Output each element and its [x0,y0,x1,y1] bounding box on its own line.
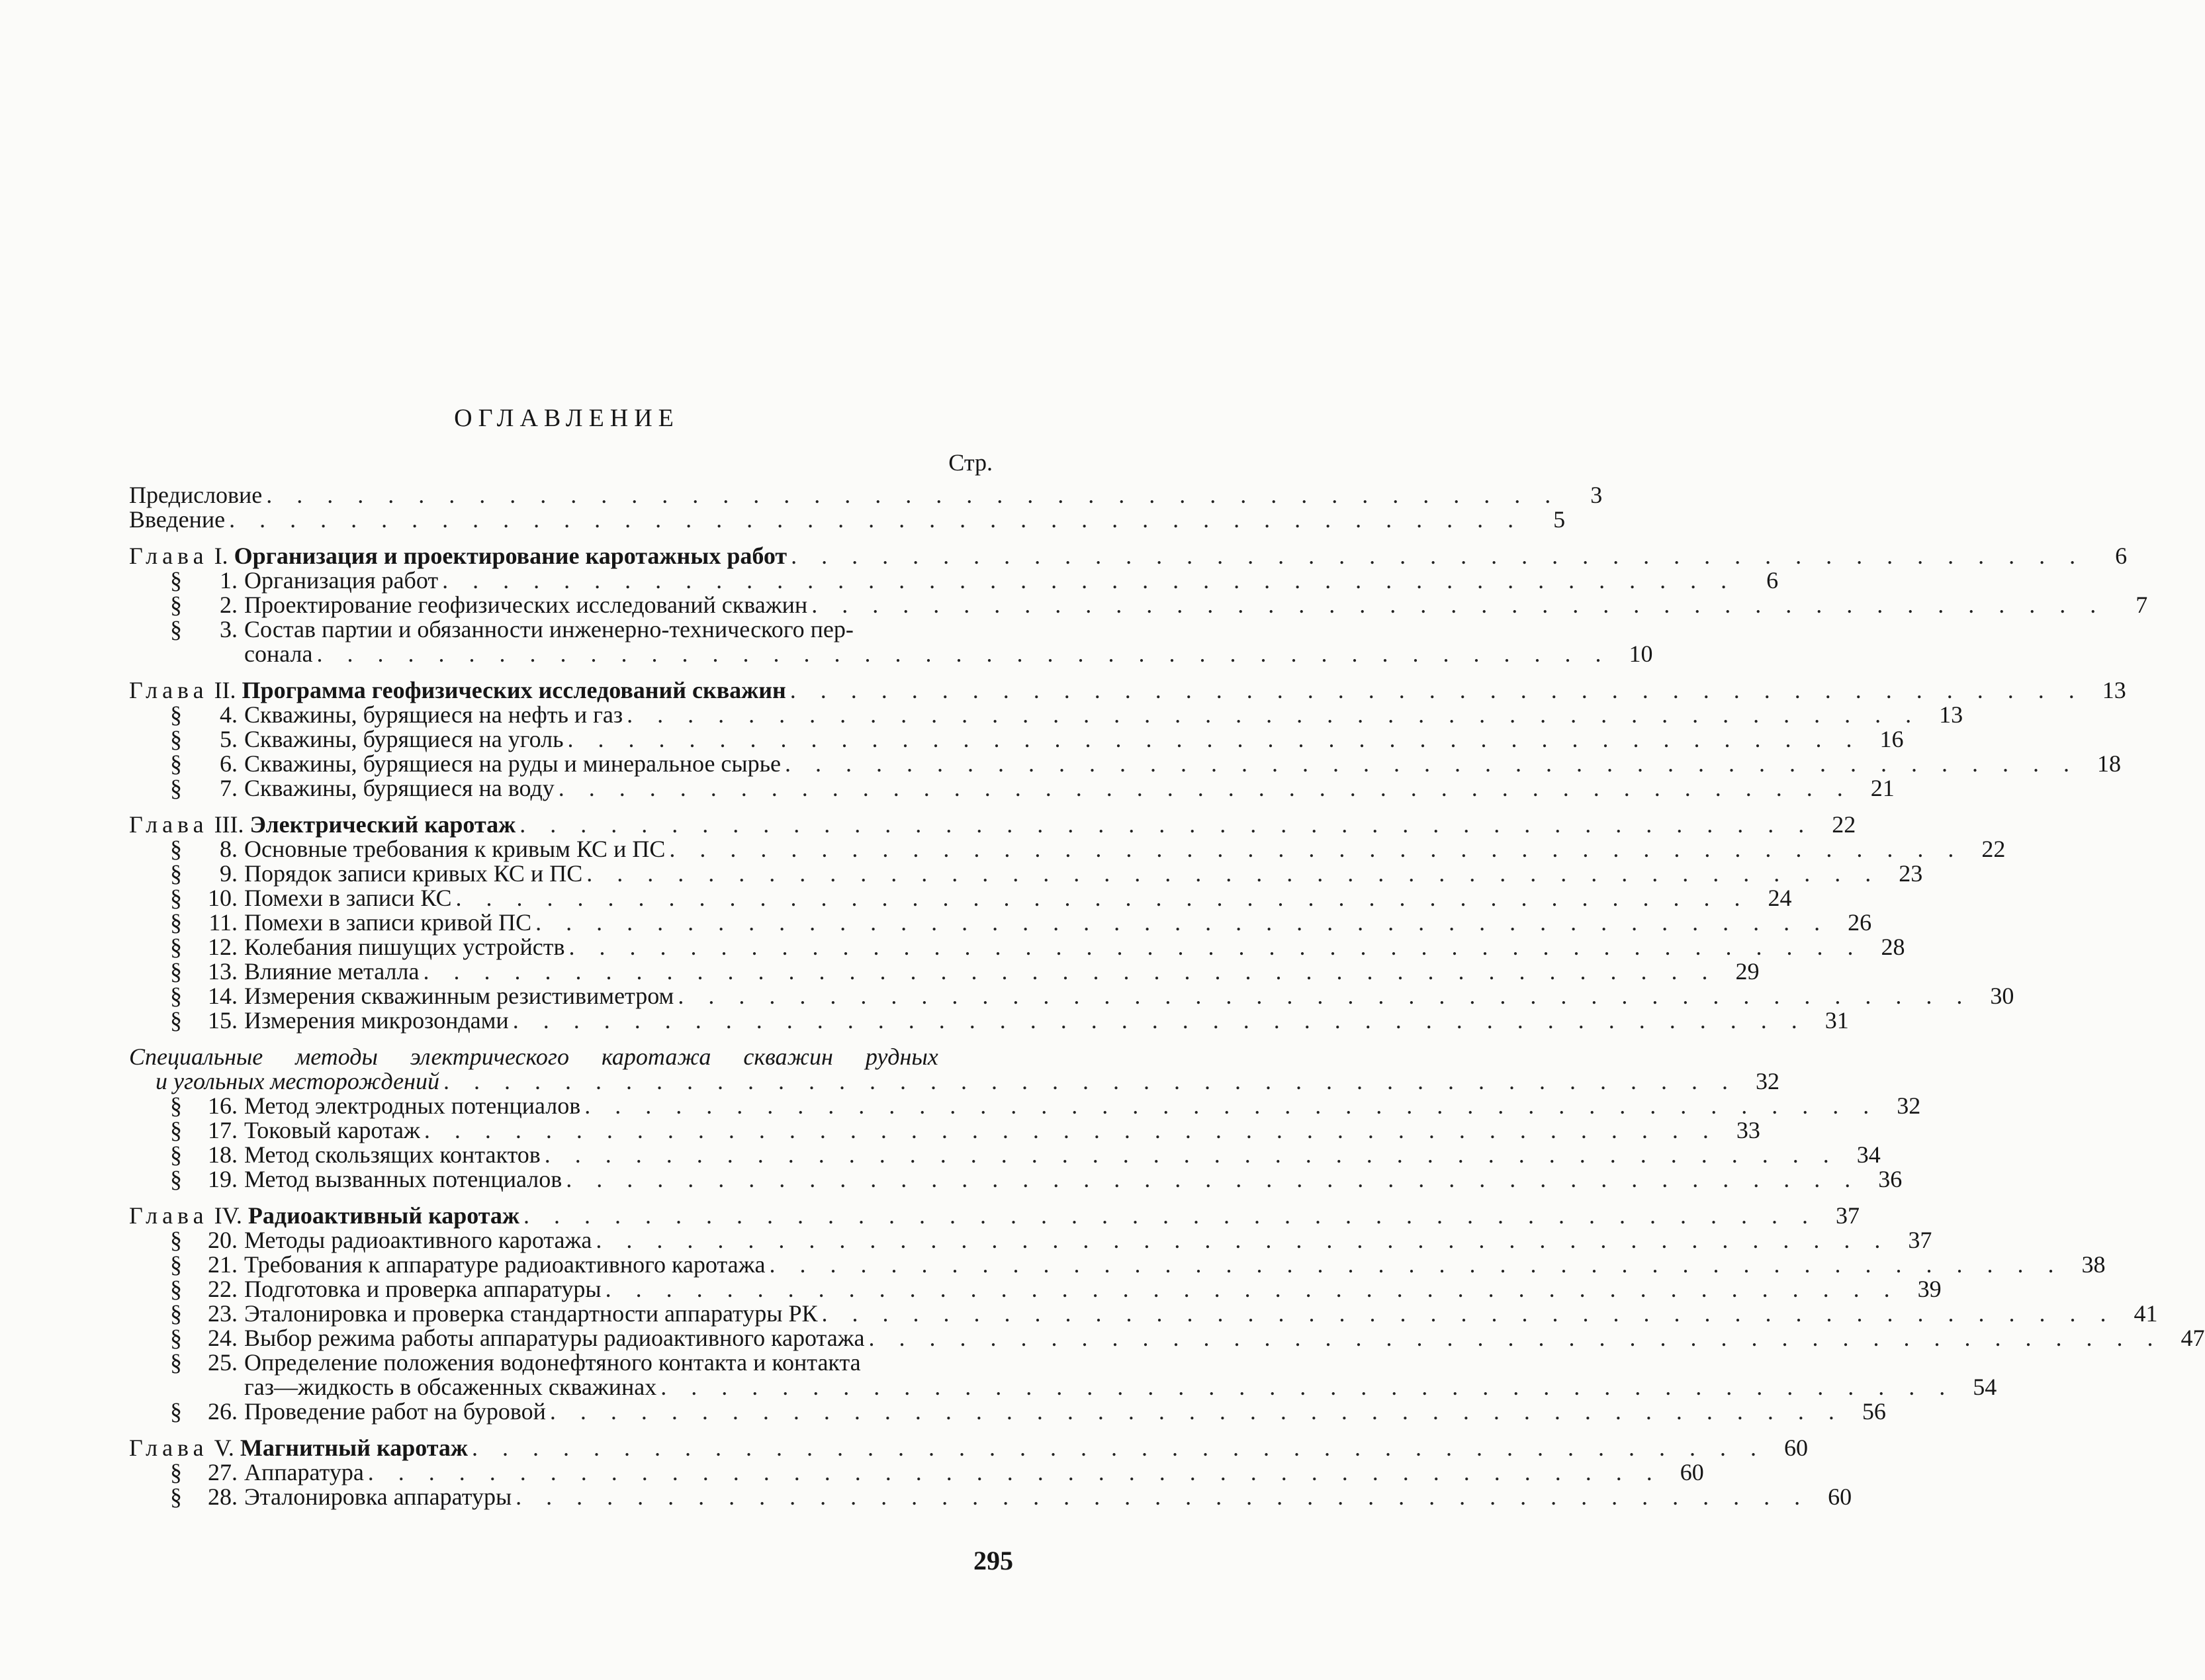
chapter-heading [129,1436,468,1460]
section-sign-icon: § [170,567,182,594]
section-number: 1. [220,567,238,594]
chapter-title: Магнитный каротаж [240,1435,468,1461]
dot-leader: . . . . . . . . . . . . . . . . . . . . . . . . . . . . . . . . . . . . . . . . . . . [443,1068,1737,1094]
section-number: 11. [208,909,238,936]
section-number: 26. [208,1398,238,1425]
section-entry [129,1143,541,1167]
dot-leader: . . . . . . . . . . . . . . . . . . . . . . . . . . . . . . . . . . . . . . . . . . . [567,726,1862,752]
section-entry [129,837,665,862]
section-number: 6. [220,750,238,777]
chapter-heading [129,813,516,837]
dot-leader: . . . . . . . . . . . . . . . . . . . . . . . . . . . . . . . . . . . . . . . . . . . [586,860,1881,887]
chapter-word: Глава [129,677,208,703]
chapter-heading [129,544,787,568]
dot-leader: . . . . . . . . . . . . . . . . . . . . . . . . . . . . . . . . . . . . . . . . . . . [512,1007,1807,1034]
section-sign-icon: § [170,726,182,752]
toc-chapter-row [129,543,2128,569]
chapter-number: II. [214,677,236,703]
section-sign-icon: § [170,1325,182,1351]
toc-entry-row [129,1325,2205,1351]
section-title: Скважины, бурящиеся на воду [244,775,555,801]
section-number: 16. [208,1092,238,1119]
toc-page-number: 47 [2181,1325,2205,1351]
section-sign-icon: § [170,1459,182,1485]
section-sign-icon: § [170,616,182,642]
section-number: 5. [220,726,238,752]
toc-entry-row [129,1374,1997,1400]
toc-page-number: 7 [2136,592,2148,618]
toc-page-number: 22 [1832,811,1856,838]
toc-page-number: 32 [1755,1068,1779,1094]
toc-entry-row [129,1166,1903,1192]
dot-leader: . . . . . . . . . . . . . . . . . . . . . . . . . . . . . . . . . . . . . . . . . . . [821,1300,2116,1327]
dot-leader: . . . . . . . . . . . . . . . . . . . . . . . . . . . . . . . . . . . . . . . . . . . [627,701,1921,728]
page-number: 295 [973,1546,1013,1575]
page-column-label: Стр. [948,449,993,476]
toc-entry-row [129,775,1895,801]
section-title: Определение положения водонефтяного контакта и контакта [244,1349,861,1376]
chapter-word: Глава [129,811,208,838]
dot-leader: . . . . . . . . . . . . . . . . . . . . . . . . . . . . . . . . . . . . . . . . . . . [769,1251,2063,1278]
toc-entry-row [129,909,1872,936]
dot-leader: . . . . . . . . . . . . . . . . . . . . . . . . . . . . . . . . . . . . . . . . . . . [423,958,1717,985]
dot-leader: . . . . . . . . . . . . . . . . . . . . . . . . . . . . . . . . . . . . . . . . . . . [549,1398,1844,1425]
section-sign-icon: § [170,1276,182,1302]
section-number: 21. [208,1251,238,1278]
section-entry [129,1167,562,1192]
toc-page-number: 30 [1990,983,2014,1009]
dot-leader: . . . . . . . . . . . . . . . . . . . . . . . . . . . . . . . . . . . . . . . . . . . [584,1092,1879,1119]
section-entry [129,1008,509,1033]
section-number: 20. [208,1227,238,1253]
section-sign-icon: § [170,1349,182,1376]
section-number: 17. [208,1117,238,1143]
toc-entry-row [129,1251,2106,1278]
section-entry [129,1326,865,1350]
section-sign-icon: § [170,592,182,618]
toc-entry-row [129,641,1653,667]
section-title: Эталонировка и проверка стандартности аппаратуры РК [244,1300,818,1327]
toc-entry-row [129,885,1792,911]
section-title: Влияние металла [244,958,420,985]
section-title: Порядок записи кривых КС и ПС [244,860,583,887]
toc-entry-row [129,860,1923,887]
section-sign-icon: § [170,1251,182,1278]
dot-leader: . . . . . . . . . . . . . . . . . . . . . . . . . . . . . . . . . . . . . . . . . . . [669,836,1963,862]
toc-page-number: 60 [1783,1435,1808,1461]
dot-leader: . . . . . . . . . . . . . . . . . . . . . . . . . . . . . . . . . . . . . . . . . . . [535,909,1830,936]
toc-page-number: 22 [1981,836,2006,862]
dot-leader: . . . . . . . . . . . . . . . . . . . . . . . . . . . . . . . . . . . . . . . . . . . [471,1435,1766,1461]
section-sign-icon: § [170,983,182,1009]
toc-page-number: 56 [1862,1398,1886,1425]
dot-leader: . . . . . . . . . . . . . . . . . . . . . . . . . . . . . . . . . . . . . . . . . . . [229,506,1523,533]
section-sign-icon: § [170,958,182,985]
chapter-word: Глава [129,1435,208,1461]
section-title: Метод скользящих контактов [244,1141,541,1168]
toc-page-number: 60 [1680,1459,1704,1485]
section-title: Метод вызванных потенциалов [244,1166,562,1192]
chapter-heading [129,1204,519,1228]
section-entry [129,1228,592,1253]
chapter-word: Глава [129,543,208,569]
section-sign-icon: § [170,1166,182,1192]
toc-entry-title: Предисловие [129,482,263,508]
section-number: 19. [208,1166,238,1192]
toc-entry-row [129,750,2121,777]
section-number: 24. [208,1325,238,1351]
section-title: Скважины, бурящиеся на нефть и газ [244,701,623,728]
section-entry [129,1485,512,1509]
section-sign-icon: § [170,836,182,862]
toc-page-number: 37 [1836,1202,1860,1229]
section-entry [129,886,452,910]
chapter-title: Программа геофизических исследований скважин [242,677,786,703]
toc-page-number: 6 [2115,543,2128,569]
section-sign-icon: § [170,885,182,911]
dot-leader: . . . . . . . . . . . . . . . . . . . . . . . . . . . . . . . . . . . . . . . . . . . [784,750,2079,777]
section-sign-icon: § [170,1483,182,1510]
toc-page-number: 37 [1908,1227,1932,1253]
section-entry [129,617,854,642]
dot-leader: . . . . . . . . . . . . . . . . . . . . . . . . . . . . . . . . . . . . . . . . . . . [266,482,1560,508]
toc-entry-row [129,567,1779,594]
toc-page-number: 60 [1828,1483,1852,1510]
section-title: Подготовка и проверка аппаратуры [244,1276,602,1302]
toc-page-number: 26 [1848,909,1872,936]
dot-leader: . . . . . . . . . . . . . . . . . . . . . . . . . . . . . . . . . . . . . . . . . . . [678,983,1972,1009]
section-number: 23. [208,1300,238,1327]
section-sign-icon: § [170,909,182,936]
dot-leader: . . . . . . . . . . . . . . . . . . . . . . . . . . . . . . . . . . . . . . . . . . . [442,567,1736,594]
section-entry [129,959,419,984]
toc-page-number: 54 [1973,1374,1997,1400]
section-sign-icon: § [170,860,182,887]
toc-entry-row [129,1483,1852,1510]
section-number: 18. [208,1141,238,1168]
section-sign-icon: § [170,1300,182,1327]
dot-leader: . . . . . . . . . . . . . . . . . . . . . . . . . . . . . . . . . . . . . . . . . . . [516,1483,1810,1510]
dot-leader: . . . . . . . . . . . . . . . . . . . . . . . . . . . . . . . . . . . . . . . . . . . [519,811,1814,838]
toc-page-number: 36 [1878,1166,1903,1192]
chapter-title: Организация и проектирование каротажных работ [234,543,788,569]
toc-page-number: 10 [1629,641,1653,667]
section-number: 10. [208,885,238,911]
dot-leader: . . . . . . . . . . . . . . . . . . . . . . . . . . . . . . . . . . . . . . . . . . . [367,1459,1662,1485]
dot-leader: . . . . . . . . . . . . . . . . . . . . . . . . . . . . . . . . . . . . . . . . . . . [544,1141,1838,1168]
section-entry [129,1253,765,1277]
toc-entry-row [129,836,2006,862]
toc-entry-row [129,1045,986,1069]
section-entry [129,593,807,617]
section-title: Токовый каротаж [244,1117,420,1143]
section-entry [129,1302,818,1326]
dot-leader: . . . . . . . . . . . . . . . . . . . . . . . . . . . . . . . . . . . . . . . . . . . [316,641,1611,667]
dot-leader: . . . . . . . . . . . . . . . . . . . . . . . . . . . . . . . . . . . . . . . . . . . [455,885,1750,911]
toc-entry-row [129,592,2148,618]
toc-entry-row [129,934,1905,960]
section-number: 2. [220,592,238,618]
dot-leader: . . . . . . . . . . . . . . . . . . . . . . . . . . . . . . . . . . . . . . . . . . . [596,1227,1890,1253]
dot-leader: . . . . . . . . . . . . . . . . . . . . . . . . . . . . . . . . . . . . . . . . . . . [791,543,2085,569]
section-entry [129,727,564,752]
section-number: 8. [220,836,238,862]
toc-entry-row [129,617,986,642]
toc-entry-row [129,1300,2158,1327]
chapter-heading [129,678,786,703]
section-title: Скважины, бурящиеся на уголь [244,726,564,752]
section-title: Аппаратура [244,1459,364,1485]
toc-entry-row [129,1398,1886,1425]
dot-leader: . . . . . . . . . . . . . . . . . . . . . . . . . . . . . . . . . . . . . . . . . . . [523,1202,1818,1229]
section-entry [129,568,438,593]
toc-page-number: 21 [1870,775,1895,801]
dot-leader: . . . . . . . . . . . . . . . . . . . . . . . . . . . . . . . . . . . . . . . . . . . [660,1374,1955,1400]
special-heading: Специальные методы электрического каротажа скважин рудных [129,1043,938,1070]
section-title: Метод электродных потенциалов [244,1092,581,1119]
section-number: 3. [220,616,238,642]
section-entry [129,1460,364,1485]
section-title: Состав партии и обязанности инженерно-технического пер- [244,616,854,642]
section-number: 28. [208,1483,238,1510]
toc-entry-row [129,1227,1932,1253]
toc-chapter-row [129,811,1856,838]
section-entry [129,776,555,801]
section-sign-icon: § [170,1007,182,1034]
toc-page-number: 5 [1553,506,1566,533]
section-title: Требования к аппаратуре радиоактивного каротажа [244,1251,766,1278]
toc-page-number: 31 [1824,1007,1849,1034]
section-entry [129,862,582,886]
toc-page-number: 39 [1917,1276,1942,1302]
section-number: 22. [208,1276,238,1302]
toc-entry-row [129,1141,1881,1168]
chapter-number: I. [214,543,228,569]
toc-page-number: 3 [1590,482,1603,508]
toc-entry-row [129,701,1963,728]
section-entry [129,1350,861,1375]
section-number: 13. [208,958,238,985]
section-number: 15. [208,1007,238,1034]
section-entry [129,984,674,1008]
toc-entry-row [129,726,1904,752]
section-entry [129,1399,546,1424]
section-entry [129,752,781,776]
toc-entry-row [129,958,1760,985]
section-title: Измерения микрозондами [244,1007,509,1034]
section-entry [129,1118,420,1143]
section-number: 9. [220,860,238,887]
section-entry [129,1277,602,1302]
section-title: Помехи в записи КС [244,885,452,911]
toc-page-number: 16 [1879,726,1904,752]
section-number: 4. [220,701,238,728]
section-title: Эталонировка аппаратуры [244,1483,512,1510]
special-heading-continuation: и угольных месторождений [156,1068,439,1094]
section-sign-icon: § [170,1398,182,1425]
page-title: ОГЛАВЛЕНИЕ [454,404,680,432]
section-title-continuation: газ—жидкость в обсаженных скважинах [244,1374,657,1400]
section-sign-icon: § [170,750,182,777]
toc-chapter-row [129,677,2126,703]
section-number: 14. [208,983,238,1009]
chapter-word: Глава [129,1202,208,1229]
toc-page-number: 38 [2081,1251,2106,1278]
section-number: 25. [208,1349,238,1376]
toc-page-number: 32 [1897,1092,1921,1119]
dot-leader: . . . . . . . . . . . . . . . . . . . . . . . . . . . . . . . . . . . . . . . . . . . [424,1117,1718,1143]
section-entry [129,935,564,959]
toc-page-number: 28 [1881,934,1905,960]
section-sign-icon: § [170,701,182,728]
toc-chapter-row [129,1435,1808,1461]
toc-page-number: 34 [1856,1141,1881,1168]
section-number: 7. [220,775,238,801]
chapter-number: IV. [214,1202,242,1229]
toc-entry-title: Введение [129,506,226,533]
toc-entry-row [129,482,1603,508]
toc-page-number: 24 [1768,885,1792,911]
chapter-number: III. [214,811,244,838]
section-title: Основные требования к кривым КС и ПС [244,836,666,862]
chapter-title: Электрический каротаж [249,811,516,838]
section-title-continuation: сонала [244,641,313,667]
section-sign-icon: § [170,1141,182,1168]
toc-entry-row [129,1007,1849,1034]
toc-entry-row [129,983,2014,1009]
toc-page-number: 13 [1939,701,1963,728]
table-of-contents [129,482,2205,1510]
section-title: Помехи в записи кривой ПС [244,909,532,936]
section-title: Скважины, бурящиеся на руды и минеральное сырье [244,750,781,777]
toc-page-number: 41 [2134,1300,2158,1327]
section-number: 12. [208,934,238,960]
section-sign-icon: § [170,934,182,960]
section-entry [129,703,623,727]
dot-leader: . . . . . . . . . . . . . . . . . . . . . . . . . . . . . . . . . . . . . . . . . . . [568,934,1863,960]
chapter-number: V. [214,1435,234,1461]
section-title: Колебания пишущих устройств [244,934,565,960]
toc-entry-row [129,1459,1704,1485]
toc-entry-row [129,1068,1779,1094]
dot-leader: . . . . . . . . . . . . . . . . . . . . . . . . . . . . . . . . . . . . . . . . . . . [558,775,1852,801]
section-title: Выбор режима работы аппаратуры радиоактивного каротажа [244,1325,865,1351]
toc-chapter-row [129,1202,1860,1229]
section-entry [129,910,531,935]
toc-page-number: 13 [2102,677,2126,703]
toc-entry-row [129,1276,1942,1302]
toc-page-number: 33 [1736,1117,1760,1143]
section-title: Измерения скважинным резистивиметром [244,983,674,1009]
toc-page-number: 6 [1766,567,1779,594]
dot-leader: . . . . . . . . . . . . . . . . . . . . . . . . . . . . . . . . . . . . . . . . . . . [789,677,2084,703]
section-title: Проведение работ на буровой [244,1398,546,1425]
toc-entry-row [129,1092,1921,1119]
toc-entry-row [129,1117,1760,1143]
dot-leader: . . . . . . . . . . . . . . . . . . . . . . . . . . . . . . . . . . . . . . . . . . . [605,1276,1899,1302]
section-number: 27. [208,1459,238,1485]
dot-leader: . . . . . . . . . . . . . . . . . . . . . . . . . . . . . . . . . . . . . . . . . . . [811,592,2106,618]
toc-entry-row [129,1350,986,1375]
toc-entry-row [129,506,1566,533]
section-sign-icon: § [170,1227,182,1253]
toc-page-number: 23 [1899,860,1923,887]
section-sign-icon: § [170,775,182,801]
dot-leader: . . . . . . . . . . . . . . . . . . . . . . . . . . . . . . . . . . . . . . . . . . . [868,1325,2163,1351]
section-title: Методы радиоактивного каротажа [244,1227,592,1253]
section-sign-icon: § [170,1117,182,1143]
chapter-title: Радиоактивный каротаж [248,1202,520,1229]
toc-page-number: 29 [1735,958,1760,985]
section-title: Проектирование геофизических исследований скважин [244,592,808,618]
section-title: Организация работ [244,567,439,594]
section-sign-icon: § [170,1092,182,1119]
toc-page-number: 18 [2096,750,2121,777]
dot-leader: . . . . . . . . . . . . . . . . . . . . . . . . . . . . . . . . . . . . . . . . . . . [566,1166,1860,1192]
section-entry [129,1094,580,1118]
